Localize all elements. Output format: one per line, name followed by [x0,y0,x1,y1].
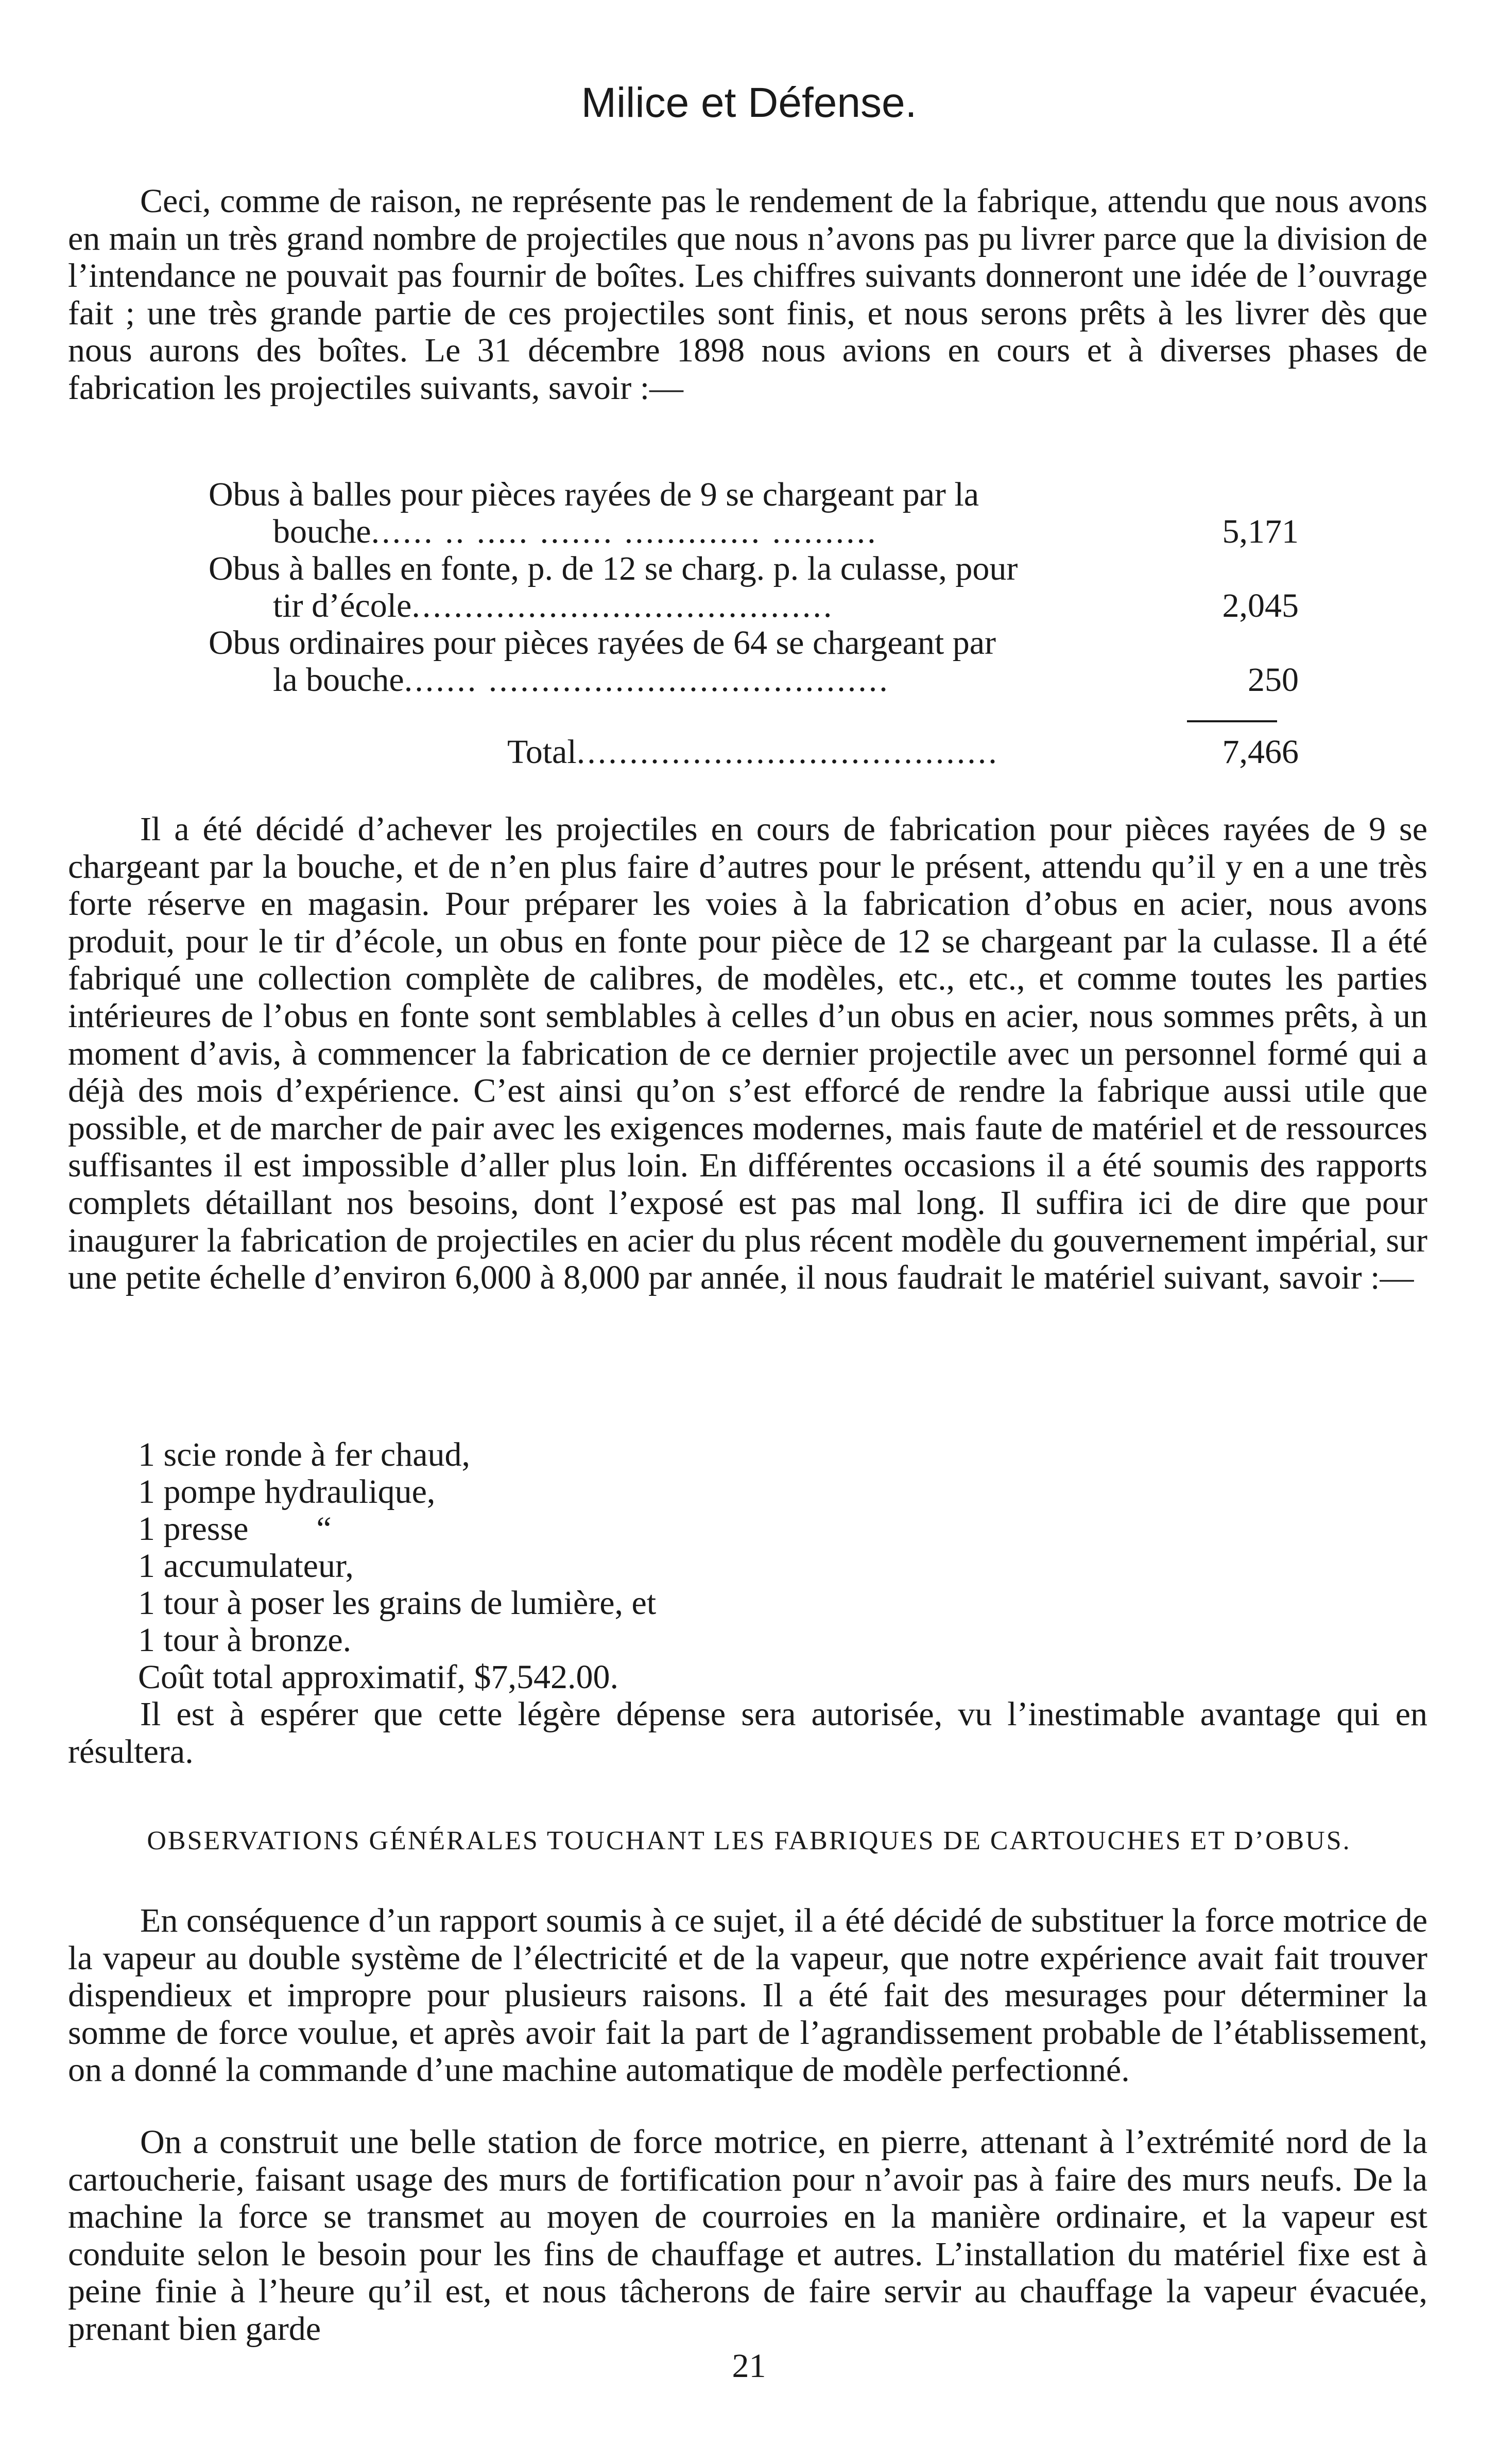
table-total-amount: 7,466 [1222,733,1299,771]
table-row-3-amount: 250 [1248,661,1299,699]
paragraph-2: Il a été décidé d’achever les projectiles en cours de fabrication pour pièces rayées de 9 se chargeant par la bouche, et de n’en plus faire d’autres pour le présent, attendu qu’il y en a une très forte réserve en magasin. Pour préparer les voies à la fabrication d’obus en acier, nous avons produit, pour le tir d’école, un obus en fonte pour pièce de 12 se chargeant par la culasse. Il a été fabriqué une collection complète de calibres, de modèles, etc., etc., et comme toutes les parties intérieures de l’obus en fonte sont semblables à celles d’un obus en acier, nous sommes prêts, à un moment d’avis, à commencer la fabrication de ce dernier projectile avec un personnel formé qui a déjà des mois d’expérience. C’est ainsi qu’on s’est efforcé de rendre la fabrique aussi utile que possible, et de marcher de pair avec les exigences modernes, mais faute de matériel et de ressources suffisantes il est impossible d’aller plus loin. En différentes occasions il a été soumis des rapports complets détaillant nos besoins, dont l’exposé est pas mal long. Il suffira ici de dire que pour inaugurer la fabrication de projectiles en acier du plus récent modèle du gouvernement impérial, sur une petite échelle d’environ 6,000 à 8,000 par année, il nous faudrait le matériel suivant, savoir :— [68,810,1427,1297]
page-title: Milice et Défense. [581,79,917,126]
table-total-label: Total........................................ [507,733,999,771]
table-row-2-line1: Obus à balles en fonte, p. de 12 se charg. p. la culasse, pour [209,550,1018,587]
paragraph-3: Il est à espérer que cette légère dépense sera autorisée, vu l’inestimable avantage qui en résultera. [68,1695,1427,1771]
equipment-item-6: 1 tour à bronze. [138,1621,352,1659]
equipment-total-cost: Coût total approximatif, $7,542.00. [138,1658,619,1696]
table-row-1-amount: 5,171 [1222,513,1299,550]
equipment-item-2: 1 pompe hydraulique, [138,1473,436,1511]
equipment-item-3: 1 presse “ [138,1510,332,1548]
equipment-item-1: 1 scie ronde à fer chaud, [138,1436,471,1473]
table-row-1-line2: bouche...... .. ..... ....... ............. .......... [273,513,878,550]
table-row-3-line2: la bouche....... ...................................... [273,661,890,699]
paragraph-5: On a construit une belle station de force motrice, en pierre, attenant à l’extrémité nord de la cartoucherie, faisant usage des murs de fortification pour n’avoir pas à faire des murs neufs. De la machine la force se transmet au moyen de courroies en la manière ordinaire, et la vapeur est conduite selon le besoin pour les fins de chauffage et autres. L’installation du matériel fixe est à peine finie à l’heure qu’il est, et nous tâcherons de faire servir au chauffage la vapeur évacuée, prenant bien garde [68,2123,1427,2348]
page-number: 21 [732,2347,766,2385]
table-row-3-line1: Obus ordinaires pour pièces rayées de 64 se chargeant par [209,624,996,662]
table-row-2-line2: tir d’école........................................ [273,587,834,624]
total-rule [1187,720,1277,722]
intro-paragraph: Ceci, comme de raison, ne représente pas le rendement de la fabrique, attendu que nous avons en main un très grand nombre de projectiles que nous n’avons pas pu livrer parce que la division de l’intendance ne pouvait pas fournir de boîtes. Les chiffres suivants donneront une idée de l’ouvrage fait ; une très grande partie de ces projectiles sont finis, et nous serons prêts à les livrer dès que nous aurons des boîtes. Le 31 décembre 1898 nous avions en cours et à diverses phases de fabrication les projectiles suivants, savoir :— [68,182,1427,407]
section-heading: OBSERVATIONS GÉNÉRALES TOUCHANT LES FABRIQUES DE CARTOUCHES ET D’OBUS. [147,1826,1351,1855]
equipment-item-4: 1 accumulateur, [138,1547,354,1585]
table-row-1-line1: Obus à balles pour pièces rayées de 9 se chargeant par la [209,476,979,513]
table-row-2-amount: 2,045 [1222,587,1299,624]
paragraph-4: En conséquence d’un rapport soumis à ce sujet, il a été décidé de substituer la force motrice de la vapeur au double système de l’électricité et de la vapeur, que notre expérience avait fait trouver dispendieux et impropre pour plusieurs raisons. Il a été fait des mesurages pour déterminer la somme de force voulue, et après avoir fait la part de l’agrandissement probable de l’établissement, on a donné la commande d’une machine automatique de modèle perfectionné. [68,1902,1427,2089]
equipment-item-5: 1 tour à poser les grains de lumière, et [138,1584,657,1622]
